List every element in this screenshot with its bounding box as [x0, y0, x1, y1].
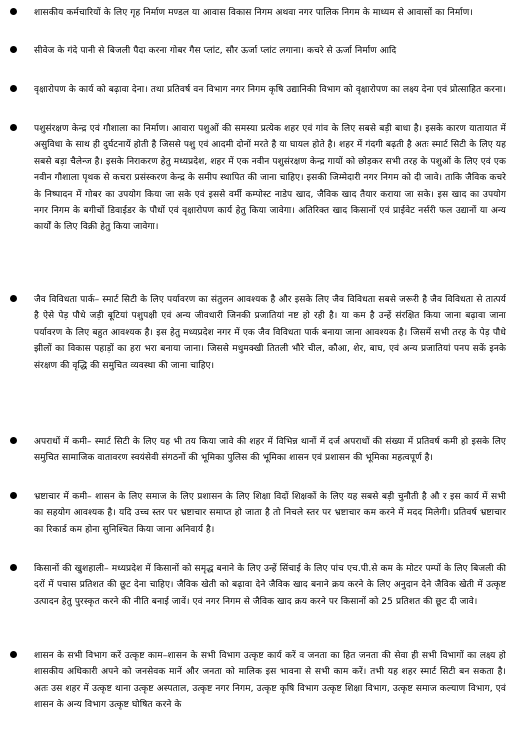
paragraph-text: वृक्षारोपण के कार्य को बढ़ावा देना। तथा प्रतिवर्ष वन विभाग नगर निगम कृषि उद्यानिकी विभाग को वृक्षारोपण का लक्ष्य देना एवं प्रोत्साहित करना। [34, 85, 506, 95]
bullet-icon [10, 437, 17, 444]
paragraph-text: पशुसंरक्षण केन्द्र एवं गौशाला का निर्माण। आवारा पशुओं की समस्या प्रत्येक शहर एवं गांव के लिए सबसे बड़ी बाधा है। इसके कारण यातायात में असुविधा के साथ ही दुर्घटनायें होती है जिससे पशु एवं आदमी दोनों मरते है या घायल होते है। शहर में गंदगी बढ़ती है अतः स्मार्ट सिटी के लिए यह सबसे बड़ा चैलेन्ज है। इसके निराकरण हेतु मध्यप्रदेश, शहर में एक नवीन पशुसंरक्षण केन्द्र गायों को छोड़कर सभी तरह के पशुओं के लिए एवं एक नवीन गौशाला पृथक से कचरा प्रसंस्करण केन्द्र के समीप स्थापित की जाना चाहिए। इसकी जिम्मेदारी नगर निगम को दी जावे। ताकि जैविक कचरे के निष्पादन में गोबर का उपयोग किया जा सके एवं इससे वर्मी कम्पोस्ट नाडेप खाद, जैविक खाद तैयार कराया जा सके। इस खाद का उपयोग नगर निगम के बगीचों डिवाईडर के पौधों एवं वृक्षारोपण कार्य हेतु किया जावेगा। अतिरिक्त खाद किसानों एवं प्राईवेट नर्सरी फल उद्यानों या अन्य कार्यों के लिए विक्री हेतु किया जावेगा। [34, 124, 506, 233]
bullet-icon [10, 85, 17, 92]
list-item [10, 489, 506, 555]
bullet-icon [10, 564, 17, 571]
list-item [10, 292, 506, 427]
bullet-icon [10, 492, 17, 499]
list-item [10, 121, 506, 287]
list-item [10, 5, 506, 39]
bullet-icon [10, 651, 17, 658]
list-item [10, 82, 506, 116]
paragraph-text: शासन के सभी विभाग करें उत्कृष्ट काम–शासन के सभी विभाग उत्कृष्ट कार्य करें व जनता का हित जनता की सेवा ही सभी विभागों का लक्ष्य हो शासकीय अधिकारी अपने को जनसेवक मानें और जनता को मालिक इस भावना से सभी काम करें। तभी यह शहर स्मार्ट सिटी बन सकता है। अतः उस शहर में उत्कृष्ट थाना उत्कृष्ट अस्पताल, उत्कृष्ट नगर निगम, उत्कृष्ट कृषि विभाग उत्कृष्ट शिक्षा विभाग, उत्कृष्ट समाज कल्याण विभाग, एवं शासन के अन्य विभाग उत्कृष्ट घोषित करने के [34, 651, 506, 711]
list-item [10, 434, 506, 484]
paragraph-text: शासकीय कर्मचारियों के लिए गृह निर्माण मण्डल या आवास विकास निगम अथवा नगर पालिक निगम के माध्यम से आवासों का निर्माण। [34, 8, 473, 18]
bullet-icon [10, 124, 17, 131]
paragraph-text: किसानों की खुशहाली– मध्यप्रदेश में किसानों को समृद्ध बनाने के लिए उन्हें सिंचाई के लिए पांच एच.पी.से कम के मोटर पम्पों के लिए बिजली की दरों में पचास प्रतिशत की छूट देना चाहिए। जैविक खेती को बढ़ावा देने जैविक खाद बनाने क्रय करने के लिए अनुदान देने जैविक खेती में उत्कृष्ट उत्पादन हेतु पुरस्कृत करने की नीति बनाई जावें। एवं नगर निगम से जैविक खाद क्रय करने पर किसानों को 25 प्रतिशत की छूट दी जावे। [34, 564, 506, 607]
list-item [10, 561, 506, 627]
bullet-icon [10, 8, 17, 15]
paragraph-text: भ्रष्टाचार में कमी– शासन के लिए समाज के लिए प्रशासन के लिए शिक्षा विदों शिक्षकों के लिए यह सबसे बड़ी चुनौती है औ र इस कार्य में सभी का सहयोग आवश्यक है। यदि उच्च स्तर पर भ्रष्टाचार समाप्त हो जाता है तो निचले स्तर पर भ्रष्टाचार कम करने में मदद मिलेगी। प्रतिवर्ष भ्रष्टाचार का रिकार्ड कम होना सुनिश्चित किया जाना अनिवार्य है। [34, 492, 506, 535]
list-item [10, 43, 506, 77]
bullet-icon [10, 295, 17, 302]
paragraph-text: अपराधों में कमी– स्मार्ट सिटी के लिए यह भी तय किया जावे की शहर में विभिन्न थानों में दर्ज अपराधों की संख्या में प्रतिवर्ष कमी हो इसके लिए समुचित सामाजिक वातावरण स्वयंसेवी संगठनों की भूमिका पुलिस की भूमिका शासन एवं प्रशासन की भूमिका महत्वपूर्ण है। [34, 437, 506, 464]
bullet-icon [10, 46, 17, 53]
paragraph-text: जैव विविधता पार्क– स्मार्ट सिटी के लिए पर्यावरण का संतुलन आवश्यक है और इसके लिए जैव विविधता सबसे जरूरी है जैव विविधता से तात्पर्य है ऐसे पेड़ पौधे जड़ी बूटियां पशुपक्षी एवं अन्य जीवधारी जिनकी प्रजातियां नष्ट हो रही है। या कम है उन्हें संरक्षित किया जाना बढ़ावा जाना पर्यावरण के लिए बहुत आवश्यक है। इस हेतु मध्यप्रदेश नगर में एक जैव विविधता पार्क बनाया जाना आवश्यक है। जिसमें सभी तरह के पेड़ पौधे झीलों का विकास पहाड़ों का हरा भरा बनाया जाना। जिससे मधुमक्खी तितली भौरे चील, कौआ, शेर, बाघ, एवं अन्य प्रजातियां पनप सकें इनके संरक्षण की वृद्धि की समुचित व्यवस्था की जाना चाहिए। [34, 295, 506, 371]
paragraph-text: सीवेज के गंदे पानी से बिजली पैदा करना गोबर गैस प्लांट, सौर ऊर्जा प्लांट लगाना। कचरे से ऊर्जा निर्माण आदि [34, 46, 397, 56]
list-item [10, 648, 506, 747]
